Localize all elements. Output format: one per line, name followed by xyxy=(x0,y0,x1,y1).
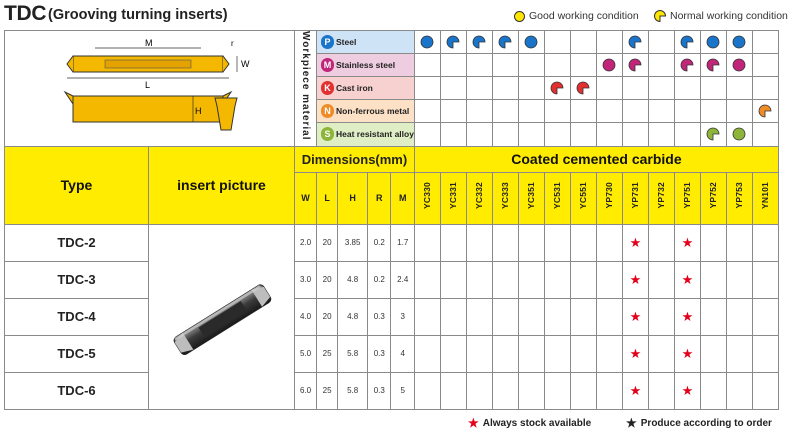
stock-cell xyxy=(726,261,752,298)
grade-header xyxy=(570,172,596,224)
stock-cell xyxy=(570,335,596,372)
grade-header xyxy=(466,172,492,224)
material-name: Cast iron xyxy=(336,83,373,94)
dim-value-r: 0.2 xyxy=(368,261,391,298)
stock-cell xyxy=(596,298,622,335)
suitability-cell xyxy=(466,31,492,54)
material-m xyxy=(317,54,415,77)
stock-cell xyxy=(648,224,674,261)
suitability-cell xyxy=(492,31,518,54)
suitability-cell xyxy=(726,31,752,54)
material-badge: K xyxy=(321,81,334,95)
suitability-cell xyxy=(518,123,544,146)
dimensions-header: Dimensions(mm) xyxy=(295,146,415,172)
table-row xyxy=(5,224,779,261)
normal-condition-icon xyxy=(680,58,694,72)
suitability-cell xyxy=(674,77,700,100)
stock-cell xyxy=(622,372,648,409)
red-star-icon: ★ xyxy=(681,345,694,361)
stock-cell xyxy=(726,335,752,372)
dim-value-l: 20 xyxy=(317,298,338,335)
grade-label: YC551 xyxy=(578,182,589,210)
table-row xyxy=(5,261,779,298)
stock-cell xyxy=(700,335,726,372)
stock-cell xyxy=(648,261,674,298)
grade-label: YP730 xyxy=(604,182,615,209)
stock-cell xyxy=(414,261,440,298)
dim-value-r: 0.3 xyxy=(368,335,391,372)
suitability-cell xyxy=(726,54,752,77)
stock-cell xyxy=(518,335,544,372)
suitability-cell xyxy=(648,54,674,77)
suitability-cell xyxy=(492,77,518,100)
dim-value-r: 0.3 xyxy=(368,298,391,335)
good-condition-icon xyxy=(732,35,746,49)
suitability-cell xyxy=(674,31,700,54)
diagram-m-label: M xyxy=(145,38,153,48)
stock-cell xyxy=(466,298,492,335)
suitability-cell xyxy=(414,54,440,77)
legend-normal xyxy=(654,10,788,22)
dim-value-h: 4.8 xyxy=(338,261,368,298)
suitability-cell xyxy=(570,54,596,77)
insert-diagram xyxy=(55,34,255,144)
stock-cell xyxy=(544,335,570,372)
material-p xyxy=(317,31,415,54)
diagram-h-label: H xyxy=(195,106,202,116)
stock-cell xyxy=(440,298,466,335)
suitability-cell xyxy=(596,100,622,123)
grade-label: YP751 xyxy=(682,182,693,209)
suitability-cell xyxy=(570,31,596,54)
suitability-cell xyxy=(440,77,466,100)
normal-condition-icon xyxy=(628,58,642,72)
stock-cell xyxy=(544,224,570,261)
material-n xyxy=(317,100,415,123)
suitability-cell xyxy=(544,31,570,54)
suitability-cell xyxy=(648,77,674,100)
good-condition-icon xyxy=(514,11,525,22)
legend-produce-order-label: Produce according to order xyxy=(640,417,772,429)
legend-good-label: Good working condition xyxy=(529,10,639,22)
suitability-cell xyxy=(596,31,622,54)
suitability-cell xyxy=(544,100,570,123)
dim-value-h: 5.8 xyxy=(338,372,368,409)
grade-label: YC330 xyxy=(422,182,433,210)
stock-cell xyxy=(544,298,570,335)
suitability-cell xyxy=(752,54,778,77)
stock-cell xyxy=(700,372,726,409)
stock-cell xyxy=(648,372,674,409)
dim-value-m: 2.4 xyxy=(391,261,414,298)
stock-cell xyxy=(596,372,622,409)
suitability-cell xyxy=(726,123,752,146)
page-subtitle: (Grooving turning inserts) xyxy=(48,7,228,23)
stock-cell xyxy=(596,224,622,261)
stock-cell xyxy=(414,224,440,261)
stock-cell xyxy=(518,224,544,261)
stock-cell xyxy=(440,335,466,372)
good-condition-icon xyxy=(524,35,538,49)
suitability-cell xyxy=(570,100,596,123)
legend-produce-order xyxy=(626,416,772,430)
stock-cell xyxy=(674,298,700,335)
grade-header xyxy=(674,172,700,224)
suitability-cell xyxy=(700,100,726,123)
stock-cell xyxy=(752,224,778,261)
stock-cell xyxy=(440,261,466,298)
black-star-icon: ★ xyxy=(626,416,637,430)
normal-condition-icon xyxy=(576,81,590,95)
grade-header xyxy=(414,172,440,224)
legend-always-stock-label: Always stock available xyxy=(482,417,592,429)
normal-condition-icon xyxy=(550,81,564,95)
grade-header xyxy=(648,172,674,224)
suitability-cell xyxy=(622,100,648,123)
stock-cell xyxy=(622,335,648,372)
material-name: Non-ferrous metal xyxy=(336,106,410,117)
suitability-cell xyxy=(518,100,544,123)
dim-value-l: 20 xyxy=(317,261,338,298)
material-name: Heat resistant alloy xyxy=(336,129,414,140)
dim-value-w: 6.0 xyxy=(295,372,317,409)
stock-cell xyxy=(466,372,492,409)
dim-value-m: 3 xyxy=(391,298,414,335)
dim-value-l: 25 xyxy=(317,335,338,372)
row-type: TDC-3 xyxy=(5,261,149,298)
legend-good xyxy=(514,10,639,22)
stock-cell xyxy=(596,335,622,372)
stock-cell xyxy=(752,372,778,409)
suitability-cell xyxy=(622,54,648,77)
dim-value-w: 3.0 xyxy=(295,261,317,298)
suitability-cell xyxy=(440,54,466,77)
dim-header-l: L xyxy=(317,172,338,224)
suitability-cell xyxy=(544,54,570,77)
dim-header-m: M xyxy=(391,172,414,224)
red-star-icon: ★ xyxy=(681,234,694,250)
suitability-cell xyxy=(752,77,778,100)
suitability-cell xyxy=(570,77,596,100)
grade-header xyxy=(544,172,570,224)
stock-cell xyxy=(492,372,518,409)
stock-cell xyxy=(518,261,544,298)
normal-condition-icon xyxy=(758,104,772,118)
red-star-icon: ★ xyxy=(681,382,694,398)
stock-cell xyxy=(752,335,778,372)
stock-cell xyxy=(466,261,492,298)
stock-cell xyxy=(440,224,466,261)
suitability-cell xyxy=(674,100,700,123)
stock-cell xyxy=(492,335,518,372)
suitability-cell xyxy=(414,31,440,54)
material-badge: P xyxy=(321,35,334,49)
suitability-cell xyxy=(752,31,778,54)
grade-header xyxy=(492,172,518,224)
insert-photo xyxy=(160,270,285,370)
suitability-cell xyxy=(544,77,570,100)
dim-value-l: 25 xyxy=(317,372,338,409)
suitability-cell xyxy=(518,54,544,77)
suitability-cell xyxy=(440,100,466,123)
dim-value-l: 20 xyxy=(317,224,338,261)
suitability-cell xyxy=(596,77,622,100)
table-row xyxy=(5,335,779,372)
suitability-cell xyxy=(622,77,648,100)
red-star-icon: ★ xyxy=(629,345,642,361)
suitability-cell xyxy=(596,123,622,146)
suitability-cell xyxy=(518,77,544,100)
table-header xyxy=(5,146,779,172)
row-type: TDC-6 xyxy=(5,372,149,409)
normal-condition-icon xyxy=(498,35,512,49)
table-row xyxy=(5,372,779,409)
dim-value-m: 5 xyxy=(391,372,414,409)
row-type: TDC-4 xyxy=(5,298,149,335)
diagram-r-label: r xyxy=(231,39,234,48)
normal-condition-icon xyxy=(654,10,666,22)
suitability-cell xyxy=(466,54,492,77)
suitability-cell xyxy=(492,123,518,146)
grade-label: YC331 xyxy=(448,182,459,210)
suitability-cell xyxy=(414,77,440,100)
stock-cell xyxy=(570,372,596,409)
good-condition-icon xyxy=(420,35,434,49)
legend-normal-label: Normal working condition xyxy=(670,10,788,22)
dim-header-w: W xyxy=(295,172,317,224)
stock-cell xyxy=(570,298,596,335)
stock-cell xyxy=(622,261,648,298)
stock-cell xyxy=(492,224,518,261)
stock-cell xyxy=(726,372,752,409)
good-condition-icon xyxy=(602,58,616,72)
grade-label: YP753 xyxy=(734,182,745,209)
diagram-w-label: W xyxy=(241,59,250,69)
grade-header xyxy=(752,172,778,224)
normal-condition-icon xyxy=(628,35,642,49)
stock-cell xyxy=(596,261,622,298)
red-star-icon: ★ xyxy=(629,382,642,398)
suitability-cell xyxy=(544,123,570,146)
dim-header-h: H xyxy=(338,172,368,224)
material-name: Steel xyxy=(336,37,357,48)
stock-cell xyxy=(674,224,700,261)
stock-cell xyxy=(674,372,700,409)
stock-cell xyxy=(700,224,726,261)
good-condition-icon xyxy=(732,127,746,141)
grade-header xyxy=(700,172,726,224)
suitability-cell xyxy=(648,100,674,123)
stock-cell xyxy=(700,298,726,335)
suitability-cell xyxy=(648,123,674,146)
suitability-cell xyxy=(752,100,778,123)
stock-cell xyxy=(544,261,570,298)
stock-cell xyxy=(518,298,544,335)
dim-value-w: 4.0 xyxy=(295,298,317,335)
stock-cell xyxy=(726,224,752,261)
suitability-cell xyxy=(492,54,518,77)
stock-cell xyxy=(752,298,778,335)
suitability-cell xyxy=(440,31,466,54)
stock-cell xyxy=(752,261,778,298)
normal-condition-icon xyxy=(706,127,720,141)
stock-cell xyxy=(622,298,648,335)
stock-cell xyxy=(414,372,440,409)
grade-label: YP731 xyxy=(630,182,641,209)
suitability-cell xyxy=(700,54,726,77)
stock-cell xyxy=(700,261,726,298)
stock-cell xyxy=(414,298,440,335)
dim-value-m: 4 xyxy=(391,335,414,372)
material-badge: N xyxy=(321,104,334,118)
dim-value-w: 2.0 xyxy=(295,224,317,261)
suitability-cell xyxy=(466,100,492,123)
suitability-cell xyxy=(596,54,622,77)
suitability-cell xyxy=(700,31,726,54)
stock-cell xyxy=(570,224,596,261)
dim-value-r: 0.2 xyxy=(368,224,391,261)
normal-condition-icon xyxy=(706,58,720,72)
suitability-cell xyxy=(700,77,726,100)
grade-label: YC351 xyxy=(526,182,537,210)
stock-cell xyxy=(648,335,674,372)
red-star-icon: ★ xyxy=(629,234,642,250)
material-badge: M xyxy=(321,58,334,72)
red-star-icon: ★ xyxy=(629,308,642,324)
row-type: TDC-5 xyxy=(5,335,149,372)
suitability-cell xyxy=(414,100,440,123)
material-badge: S xyxy=(321,127,334,141)
normal-condition-icon xyxy=(472,35,486,49)
stock-cell xyxy=(414,335,440,372)
type-header: Type xyxy=(5,146,149,224)
stock-cell xyxy=(466,224,492,261)
good-condition-icon xyxy=(732,58,746,72)
grade-label: YP732 xyxy=(656,182,667,209)
suitability-cell xyxy=(492,100,518,123)
material-k xyxy=(317,77,415,100)
stock-cell xyxy=(492,261,518,298)
dim-value-h: 3.85 xyxy=(338,224,368,261)
picture-header: insert picture xyxy=(149,146,295,224)
suitability-cell xyxy=(648,31,674,54)
grade-label: YC332 xyxy=(474,182,485,210)
suitability-cell xyxy=(414,123,440,146)
stock-cell xyxy=(674,261,700,298)
stock-cell xyxy=(518,372,544,409)
stock-cell xyxy=(440,372,466,409)
red-star-icon: ★ xyxy=(681,308,694,324)
diagram-l-label: L xyxy=(145,80,151,90)
suitability-cell xyxy=(700,123,726,146)
grade-header xyxy=(440,172,466,224)
suitability-cell xyxy=(466,123,492,146)
grade-label: YC333 xyxy=(500,182,511,210)
suitability-cell xyxy=(622,123,648,146)
stock-cell xyxy=(622,224,648,261)
normal-condition-icon xyxy=(680,35,694,49)
suitability-cell xyxy=(674,54,700,77)
grade-header xyxy=(596,172,622,224)
suitability-cell xyxy=(622,31,648,54)
suitability-cell xyxy=(518,31,544,54)
stock-cell xyxy=(726,298,752,335)
grade-header xyxy=(518,172,544,224)
normal-condition-icon xyxy=(446,35,460,49)
stock-cell xyxy=(466,335,492,372)
grade-label: YC531 xyxy=(552,182,563,210)
suitability-cell xyxy=(570,123,596,146)
grade-header xyxy=(622,172,648,224)
red-star-icon: ★ xyxy=(468,416,479,430)
legend-always-stock xyxy=(468,416,591,430)
suitability-cell xyxy=(726,100,752,123)
suitability-cell xyxy=(752,123,778,146)
good-condition-icon xyxy=(706,35,720,49)
dim-value-h: 4.8 xyxy=(338,298,368,335)
grade-header xyxy=(726,172,752,224)
red-star-icon: ★ xyxy=(629,271,642,287)
dim-header-r: R xyxy=(368,172,391,224)
dim-value-w: 5.0 xyxy=(295,335,317,372)
suitability-cell xyxy=(440,123,466,146)
stock-cell xyxy=(674,335,700,372)
grade-label: YN101 xyxy=(760,182,771,210)
stock-cell xyxy=(570,261,596,298)
suitability-cell xyxy=(466,77,492,100)
red-star-icon: ★ xyxy=(681,271,694,287)
material-s xyxy=(317,123,415,146)
row-type: TDC-2 xyxy=(5,224,149,261)
stock-cell xyxy=(544,372,570,409)
material-name: Stainless steel xyxy=(336,60,396,71)
grade-label: YP752 xyxy=(708,182,719,209)
stock-cell xyxy=(648,298,674,335)
workpiece-label: Workpiece material xyxy=(300,31,311,141)
page-title: TDC xyxy=(4,2,47,25)
coated-carbide-header: Coated cemented carbide xyxy=(414,146,778,172)
suitability-cell xyxy=(674,123,700,146)
workpiece-label-cell xyxy=(295,31,317,147)
dim-value-h: 5.8 xyxy=(338,335,368,372)
table-row xyxy=(5,298,779,335)
dim-value-r: 0.3 xyxy=(368,372,391,409)
dim-value-m: 1.7 xyxy=(391,224,414,261)
suitability-cell xyxy=(726,77,752,100)
stock-cell xyxy=(492,298,518,335)
